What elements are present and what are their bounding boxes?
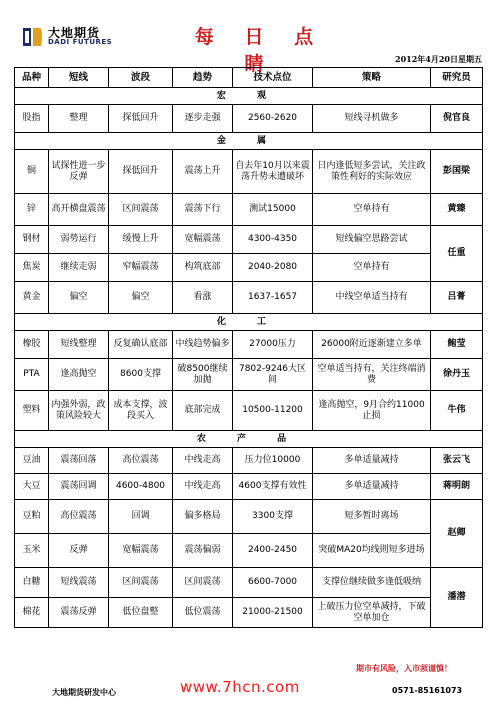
section-title: 化 工 <box>15 314 483 331</box>
trend-cell: 区间震荡 <box>173 568 233 598</box>
strategy-cell: 空单持有 <box>313 194 431 226</box>
short-term-cell: 震荡回落 <box>49 448 109 474</box>
analyst-cell: 牛伟 <box>431 391 483 431</box>
trend-cell: 震荡下行 <box>173 194 233 226</box>
swing-cell: 成本支撑，波段买入 <box>109 391 173 431</box>
tech-level-cell: 4600支撑有效性 <box>233 474 313 500</box>
analyst-cell: 彭国梁 <box>431 150 483 194</box>
table-row <box>15 105 483 133</box>
risk-warning: 期市有风险，入市须谨慎！ <box>356 663 452 673</box>
table-row <box>15 534 483 568</box>
short-term-cell: 高开横盘震荡 <box>49 194 109 226</box>
section-title: 金 属 <box>15 133 483 150</box>
commodity-cell: 大豆 <box>15 474 49 500</box>
strategy-cell: 突破MA20均线則短多进场 <box>313 534 431 568</box>
trend-cell: 震荡上升 <box>173 150 233 194</box>
commodity-cell: 股指 <box>15 105 49 133</box>
tech-level-cell: 2040-2080 <box>233 254 313 282</box>
short-term-cell: 继续走弱 <box>49 254 109 282</box>
analyst-cell: 吕菁 <box>431 282 483 314</box>
table-row <box>15 194 483 226</box>
commodity-cell: 玉米 <box>15 534 49 568</box>
strategy-cell: 多单适量减持 <box>313 474 431 500</box>
strategy-cell: 短线偏空思路尝试 <box>313 226 431 254</box>
commodity-cell: 橡胶 <box>15 331 49 359</box>
analyst-cell: 徐丹玉 <box>431 359 483 391</box>
swing-cell: 窄幅震荡 <box>109 254 173 282</box>
short-term-cell: 整理 <box>49 105 109 133</box>
swing-cell: 缓慢上升 <box>109 226 173 254</box>
trend-cell: 中线走高 <box>173 448 233 474</box>
trend-cell: 震荡偏弱 <box>173 534 233 568</box>
col-header: 波段 <box>109 68 173 88</box>
trend-cell: 破8500继续加抛 <box>173 359 233 391</box>
commodity-cell: 豆油 <box>15 448 49 474</box>
short-term-cell: 短线整理 <box>49 331 109 359</box>
strategy-cell: 逢高抛空，9月合约11000止损 <box>313 391 431 431</box>
swing-cell: 8600支撑 <box>109 359 173 391</box>
tech-level-cell: 27000压力 <box>233 331 313 359</box>
short-term-cell: 震荡反弹 <box>49 598 109 628</box>
dadi-logo-icon <box>22 26 44 48</box>
trend-cell: 看涨 <box>173 282 233 314</box>
trend-cell: 底部完成 <box>173 391 233 431</box>
tech-level-cell: 测试15000 <box>233 194 313 226</box>
tech-level-cell: 10500-11200 <box>233 391 313 431</box>
section-row-macro <box>15 88 483 105</box>
trend-cell: 中线走高 <box>173 474 233 500</box>
trend-cell: 构筑底部 <box>173 254 233 282</box>
swing-cell: 探低回升 <box>109 105 173 133</box>
strategy-cell: 日内逢低短多尝试，关注政策性利好的实际效应 <box>313 150 431 194</box>
short-term-cell: 反弹 <box>49 534 109 568</box>
analyst-cell: 黄臻 <box>431 194 483 226</box>
table-row <box>15 150 483 194</box>
swing-cell: 偏空 <box>109 282 173 314</box>
table-row <box>15 568 483 598</box>
col-header: 品种 <box>15 68 49 88</box>
commodity-cell: 黄金 <box>15 282 49 314</box>
trend-cell: 逐步走强 <box>173 105 233 133</box>
commodity-cell: 钢材 <box>15 226 49 254</box>
strategy-cell: 26000附近逐渐建立多单 <box>313 331 431 359</box>
section-row-chemicals <box>15 314 483 331</box>
tech-level-cell: 6600-7000 <box>233 568 313 598</box>
tech-level-cell: 2400-2450 <box>233 534 313 568</box>
commodity-cell: 豆粕 <box>15 500 49 534</box>
research-center-label: 大地期货研发中心 <box>52 687 116 697</box>
strategy-table <box>14 67 483 628</box>
swing-cell: 探低回升 <box>109 150 173 194</box>
section-row-metals <box>15 133 483 150</box>
trend-cell: 低位震荡 <box>173 598 233 628</box>
tech-level-cell: 4300-4350 <box>233 226 313 254</box>
page-title: 每 日 点 睛 <box>194 26 326 75</box>
table-row <box>15 448 483 474</box>
tech-level-cell: 1637-1657 <box>233 282 313 314</box>
swing-cell: 区间震荡 <box>109 194 173 226</box>
short-term-cell: 短线震荡 <box>49 568 109 598</box>
commodity-cell: 白糖 <box>15 568 49 598</box>
analyst-cell: 倪官良 <box>431 105 483 133</box>
table-row <box>15 226 483 254</box>
swing-cell: 反复确认底部 <box>109 331 173 359</box>
tech-level-cell: 压力位10000 <box>233 448 313 474</box>
table-header-row <box>15 68 483 88</box>
logo-name-en: DADI FUTURES <box>48 38 113 46</box>
col-header: 策略 <box>313 68 431 88</box>
strategy-cell: 支撑位继续做多逢低吸纳 <box>313 568 431 598</box>
short-term-cell: 偏空 <box>49 282 109 314</box>
short-term-cell: 高位震荡 <box>49 500 109 534</box>
strategy-cell: 短多暂时离场 <box>313 500 431 534</box>
table-row <box>15 359 483 391</box>
commodity-cell: 塑料 <box>15 391 49 431</box>
analyst-cell: 鲍莹 <box>431 331 483 359</box>
swing-cell: 4600-4800 <box>109 474 173 500</box>
table-row <box>15 254 483 282</box>
logo-name-cn: 大地期货 <box>48 26 101 40</box>
contact-phone: 0571-85161073 <box>392 686 463 695</box>
tech-level-cell: 2560-2620 <box>233 105 313 133</box>
swing-cell: 区间震荡 <box>109 568 173 598</box>
analyst-cell: 潘潜 <box>431 568 483 628</box>
short-term-cell: 试探性进一步反弹 <box>49 150 109 194</box>
strategy-cell: 空单适当持有，关注终端消费 <box>313 359 431 391</box>
table-row <box>15 474 483 500</box>
section-title: 农 产 品 <box>15 431 483 448</box>
table-row <box>15 598 483 628</box>
section-row-agri <box>15 431 483 448</box>
short-term-cell: 震荡回调 <box>49 474 109 500</box>
strategy-cell: 短线寻机做多 <box>313 105 431 133</box>
strategy-cell: 上破压力位空单减持，下破空单加仓 <box>313 598 431 628</box>
tech-level-cell: 7802-9246大区间 <box>233 359 313 391</box>
analyst-cell: 张云飞 <box>431 448 483 474</box>
commodity-cell: 焦炭 <box>15 254 49 282</box>
commodity-cell: 棉花 <box>15 598 49 628</box>
tech-level-cell: 21000-21500 <box>233 598 313 628</box>
report-date: 2012年4月20日星期五 <box>395 54 482 64</box>
tech-level-cell: 3300支撑 <box>233 500 313 534</box>
watermark-text: www.7hcn.com <box>180 678 300 696</box>
col-header: 技术点位 <box>233 68 313 88</box>
trend-cell: 宽幅震荡 <box>173 226 233 254</box>
swing-cell: 低位盘整 <box>109 598 173 628</box>
strategy-cell: 中线空单适当持有 <box>313 282 431 314</box>
col-header: 趋势 <box>173 68 233 88</box>
commodity-cell: 锌 <box>15 194 49 226</box>
section-title: 宏 观 <box>15 88 483 105</box>
analyst-cell: 赵卿 <box>431 500 483 568</box>
analyst-cell: 蒋明朗 <box>431 474 483 500</box>
short-term-cell: 内强外弱，政策风险较大 <box>49 391 109 431</box>
col-header: 短线 <box>49 68 109 88</box>
strategy-cell: 多单适量减持 <box>313 448 431 474</box>
trend-cell: 偏多格局 <box>173 500 233 534</box>
commodity-cell: PTA <box>15 359 49 391</box>
table-row <box>15 331 483 359</box>
table-row <box>15 500 483 534</box>
table-row <box>15 391 483 431</box>
swing-cell: 回调 <box>109 500 173 534</box>
table-row <box>15 282 483 314</box>
swing-cell: 宽幅震荡 <box>109 534 173 568</box>
commodity-cell: 铜 <box>15 150 49 194</box>
tech-level-cell: 自去年10月以来震荡升势未遭破坏 <box>233 150 313 194</box>
short-term-cell: 弱势运行 <box>49 226 109 254</box>
strategy-cell: 空单持有 <box>313 254 431 282</box>
swing-cell: 高位震荡 <box>109 448 173 474</box>
short-term-cell: 逢高抛空 <box>49 359 109 391</box>
trend-cell: 中线趋势偏多 <box>173 331 233 359</box>
company-logo <box>22 25 132 49</box>
analyst-cell: 任重 <box>431 226 483 282</box>
col-header: 研究员 <box>431 68 483 88</box>
